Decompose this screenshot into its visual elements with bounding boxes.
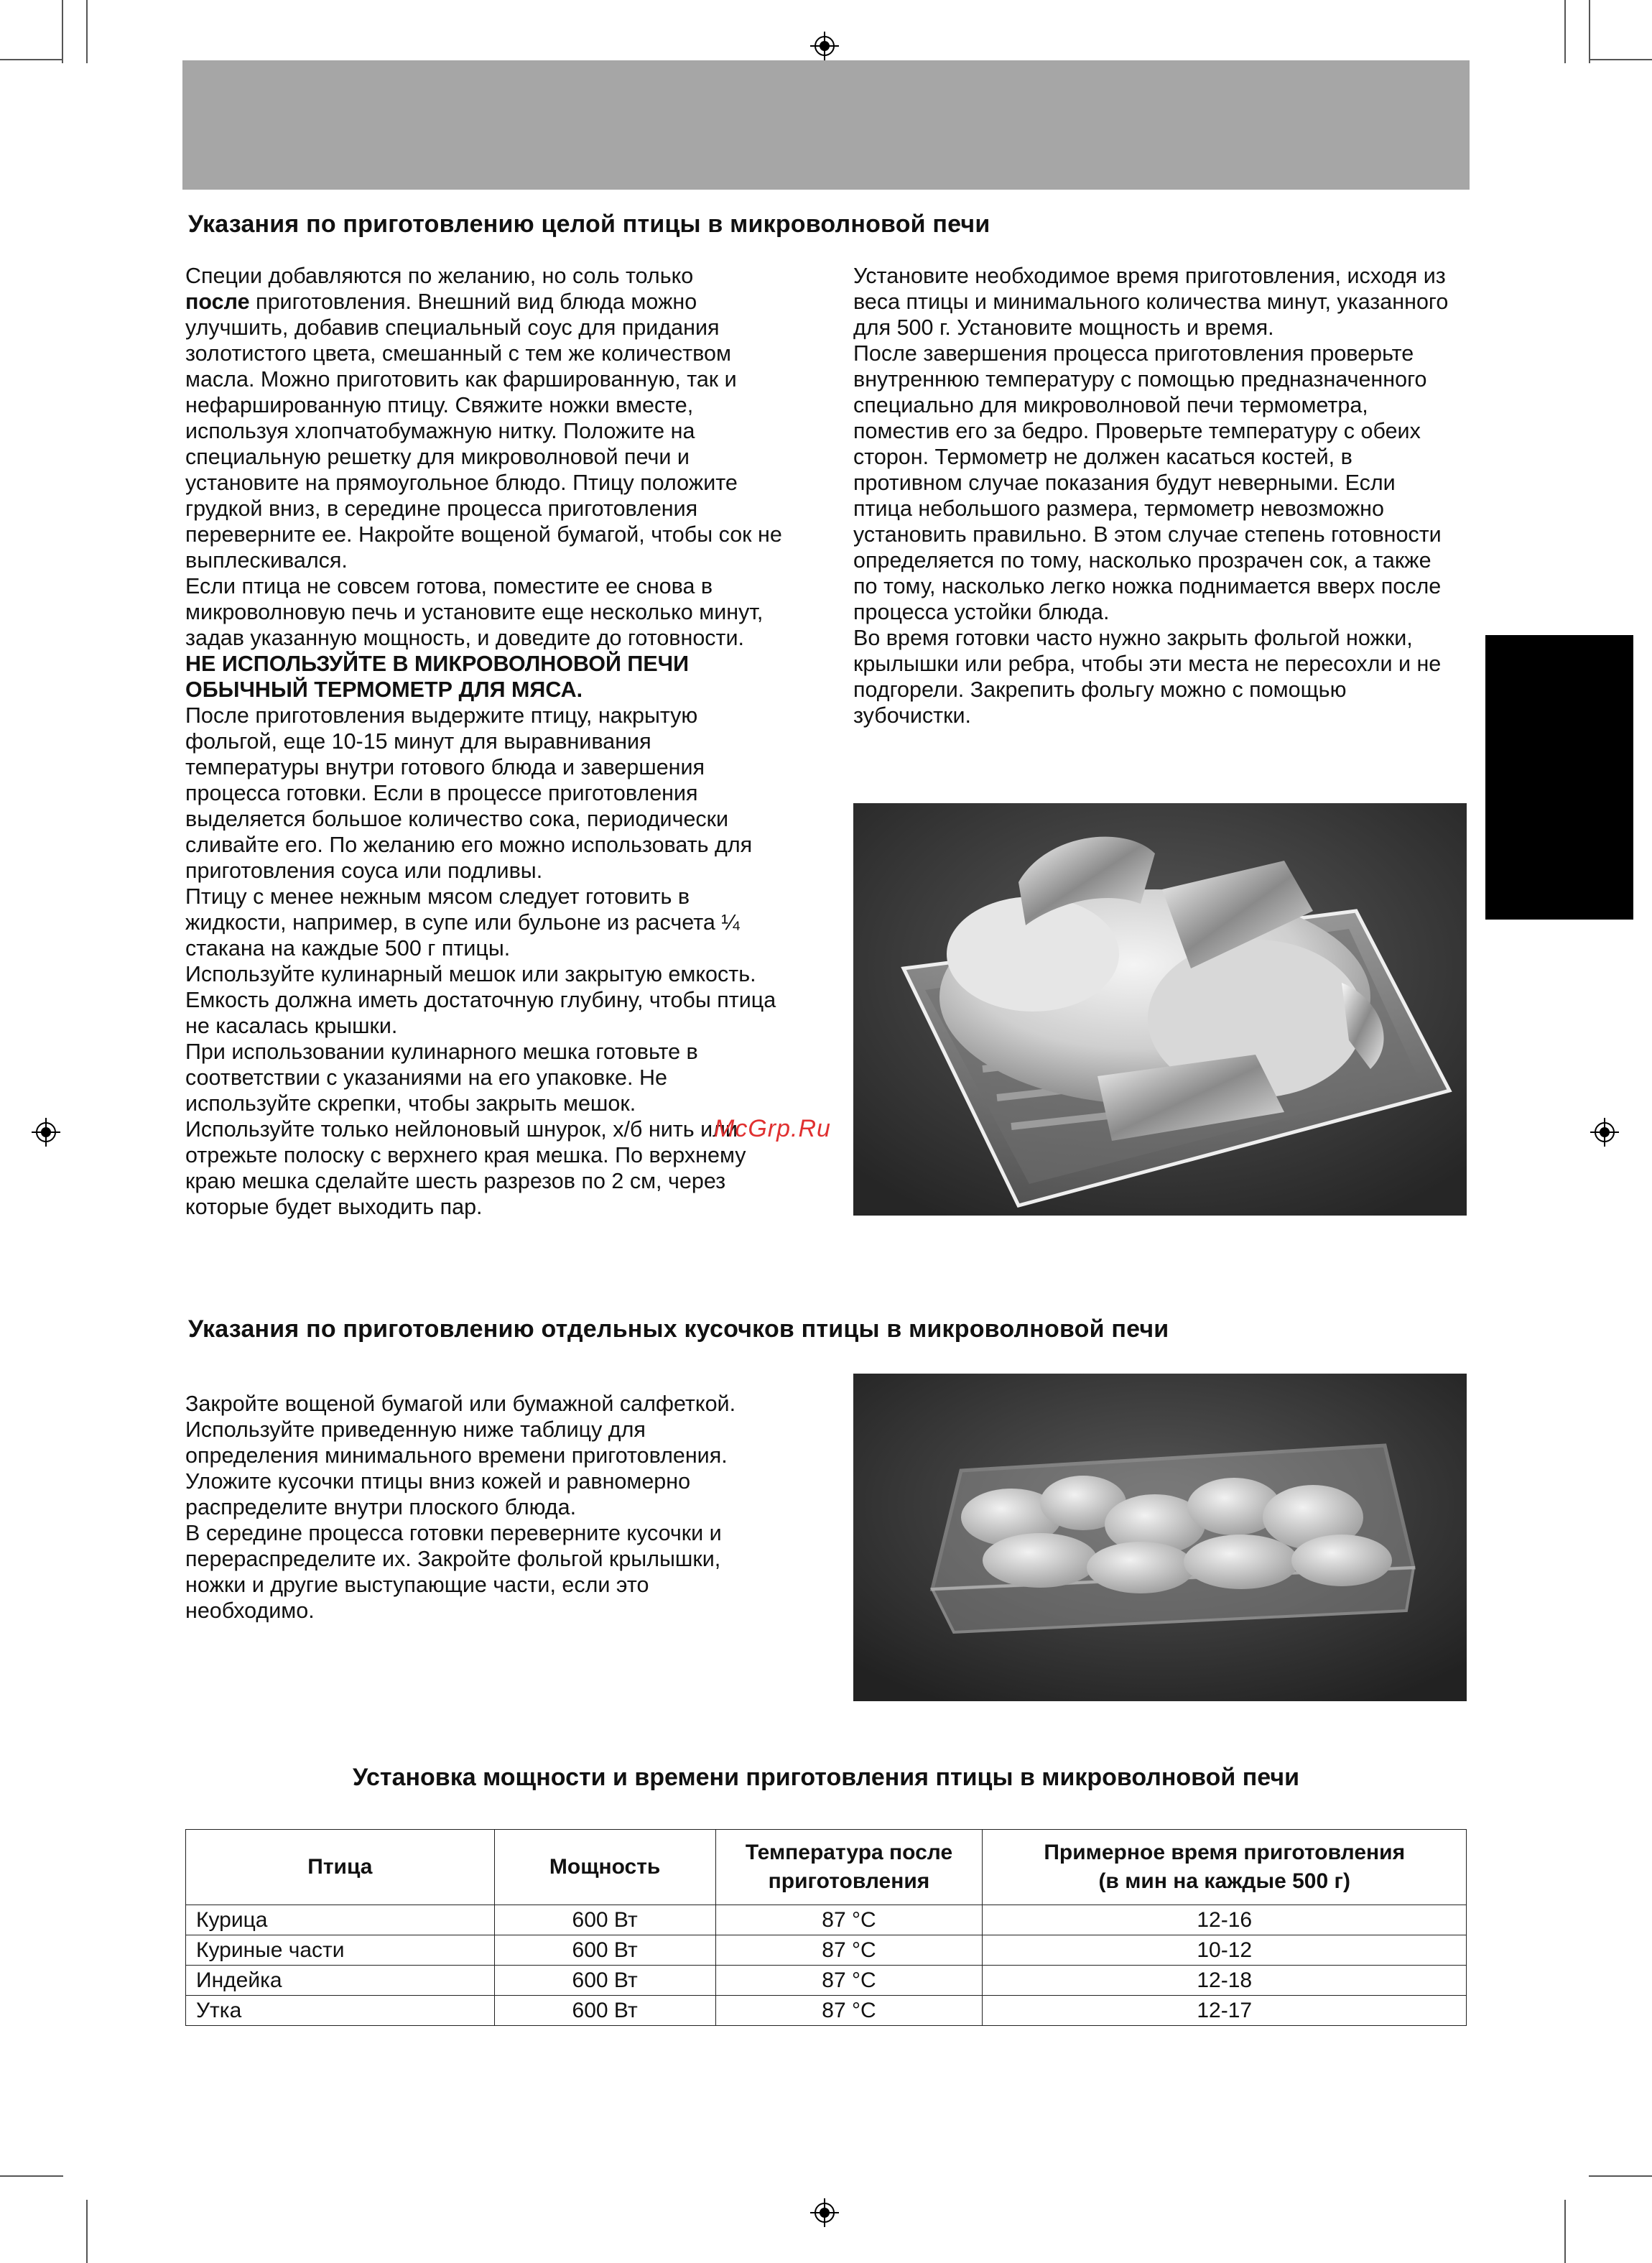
- section-side-tab: [1485, 635, 1633, 920]
- crop-mark: [0, 59, 63, 60]
- crop-mark: [62, 0, 63, 63]
- table-heading: Установка мощности и времени приготовления птицы в микроволновой печи: [353, 1764, 1299, 1791]
- paragraph: После завершения процесса приготовления проверьте внутреннюю температуру с помощью предназначенного специально для микроволновой печи термометра, поместив его за бедро. Проверьте температуру с обеих сторон. Термометр не должен касаться костей, в противном случае показания будут неверными. Если птица небольшого размера, термометр невозможно установить правильно. В этом случае степень готовности определяется по тому, насколько прозрачен сок, а также по тому, насколько легко ножка поднимается вверх после процесса устойки блюда.: [853, 341, 1442, 624]
- watermark-text: McGrp.Ru: [714, 1115, 831, 1142]
- paragraph: В середине процесса готовки переверните кусочки и перераспределите их. Закройте фольгой крылышки, ножки и другие выступающие части, если это необходимо.: [185, 1521, 722, 1623]
- column-poultry-pieces: [185, 1391, 783, 1624]
- cell-power: 600 Вт: [494, 1966, 715, 1996]
- registration-mark-icon: [810, 32, 839, 60]
- registration-mark-icon: [32, 1118, 60, 1147]
- paragraph: Специи добавляются по желанию, но соль только после приготовления. Внешний вид блюда можно улучшить, добавив специальный соус для придания золотистого цвета, смешанный с тем же количеством масла. Можно приготовить как фаршированную, так и нефаршированную птицу. Свяжите ножки вместе, используя хлопчатобумажную нитку. Положите на специальную решетку для микроволновой печи и установите на прямоугольное блюдо. Птицу положите грудкой вниз, в середине процесса приготовления переверните ее. Накройте вощеной бумагой, чтобы сок не выплескивался.: [185, 264, 782, 573]
- cell-cooking-time: 12-16: [983, 1905, 1467, 1935]
- cell-cooking-time: 12-18: [983, 1966, 1467, 1996]
- cell-poultry: Индейка: [186, 1966, 495, 1996]
- cell-cooking-time: 10-12: [983, 1935, 1467, 1966]
- table-row: [186, 1966, 1467, 1996]
- whole-chicken-photo: [853, 803, 1467, 1216]
- cell-temperature: 87 °C: [715, 1966, 983, 1996]
- paragraph: Если птица не совсем готова, поместите ее снова в микроволновую печь и установите еще несколько минут, задав указанную мощность, и доведите до готовности.: [185, 574, 764, 650]
- paragraph: При использовании кулинарного мешка готовьте в соответствии с указаниями на его упаковке. Не используйте скрепки, чтобы закрыть мешок.: [185, 1040, 698, 1116]
- paragraph: Используйте только нейлоновый шнурок, х/б нить или отрежьте полоску с верхнего края мешка. По верхнему краю мешка сделайте шесть разрезов по 2 см, через которые будет выходить пар.: [185, 1117, 746, 1219]
- cell-temperature: 87 °C: [715, 1996, 983, 2026]
- paragraph: После приготовления выдержите птицу, накрытую фольгой, еще 10-15 минут для выравнивания температуры внутри готового блюда и завершения процесса готовки. Если в процессе приготовления выделяется большое количество сока, периодически сливайте его. По желанию его можно использовать для приготовления соуса или подливы.: [185, 703, 753, 883]
- column-header-temperature: Температура после приготовления: [715, 1830, 983, 1905]
- crop-mark: [86, 2200, 88, 2263]
- chicken-pieces-photo: [853, 1374, 1467, 1701]
- cell-power: 600 Вт: [494, 1996, 715, 2026]
- registration-mark-icon: [1590, 1118, 1619, 1147]
- paragraph: Уложите кусочки птицы вниз кожей и равномерно распределите внутри плоского блюда.: [185, 1469, 691, 1519]
- column-header-cooking-time: Примерное время приготовления (в мин на каждые 500 г): [983, 1830, 1467, 1905]
- cell-cooking-time: 12-17: [983, 1996, 1467, 2026]
- header-band: [182, 60, 1470, 190]
- section-heading-poultry-pieces: Указания по приготовлению отдельных кусочков птицы в микроволновой печи: [188, 1315, 1169, 1343]
- warning-text: НЕ ИСПОЛЬЗУЙТЕ В МИКРОВОЛНОВОЙ ПЕЧИ ОБЫЧНЫЙ ТЕРМОМЕТР ДЛЯ МЯСА.: [185, 652, 690, 702]
- cell-poultry: Курица: [186, 1905, 495, 1935]
- crop-mark: [1564, 2200, 1566, 2263]
- table-row: [186, 1996, 1467, 2026]
- cooking-time-table: [185, 1829, 1467, 2026]
- column-left-whole-poultry: [185, 263, 783, 1220]
- column-header-poultry: Птица: [186, 1830, 495, 1905]
- crop-mark: [1589, 2175, 1652, 2177]
- column-header-power: Мощность: [494, 1830, 715, 1905]
- table-row: [186, 1935, 1467, 1966]
- emphasis-text: после: [185, 290, 250, 314]
- crop-mark: [1564, 0, 1566, 63]
- section-heading-whole-poultry: Указания по приготовлению целой птицы в микроволновой печи: [188, 210, 990, 238]
- cell-poultry: Куриные части: [186, 1935, 495, 1966]
- cell-temperature: 87 °C: [715, 1905, 983, 1935]
- cell-temperature: 87 °C: [715, 1935, 983, 1966]
- paragraph: Во время готовки часто нужно закрыть фольгой ножки, крылышки или ребра, чтобы эти места не пересохли и не подгорели. Закрепить фольгу можно с помощью зубочистки.: [853, 626, 1442, 728]
- table-header-row: [186, 1830, 1467, 1905]
- paragraph: Установите необходимое время приготовления, исходя из веса птицы и минимального количества минут, указанного для 500 г. Установите мощность и время.: [853, 264, 1449, 340]
- column-right-whole-poultry: [853, 263, 1449, 728]
- cell-poultry: Утка: [186, 1996, 495, 2026]
- registration-mark-icon: [810, 2198, 839, 2227]
- crop-mark: [1589, 0, 1590, 63]
- paragraph: Птицу с менее нежным мясом следует готовить в жидкости, например, в супе или бульоне из расчета ¼ стакана на каждые 500 г птицы.: [185, 884, 740, 961]
- cell-power: 600 Вт: [494, 1935, 715, 1966]
- crop-mark: [86, 0, 88, 63]
- table-row: [186, 1905, 1467, 1935]
- paragraph: Используйте кулинарный мешок или закрытую емкость. Емкость должна иметь достаточную глубину, чтобы птица не касалась крышки.: [185, 962, 776, 1038]
- crop-mark: [0, 2175, 63, 2177]
- paragraph: Закройте вощеной бумагой или бумажной салфеткой. Используйте приведенную ниже таблицу для определения минимального времени приготовления.: [185, 1392, 736, 1468]
- cell-power: 600 Вт: [494, 1905, 715, 1935]
- crop-mark: [1589, 59, 1652, 60]
